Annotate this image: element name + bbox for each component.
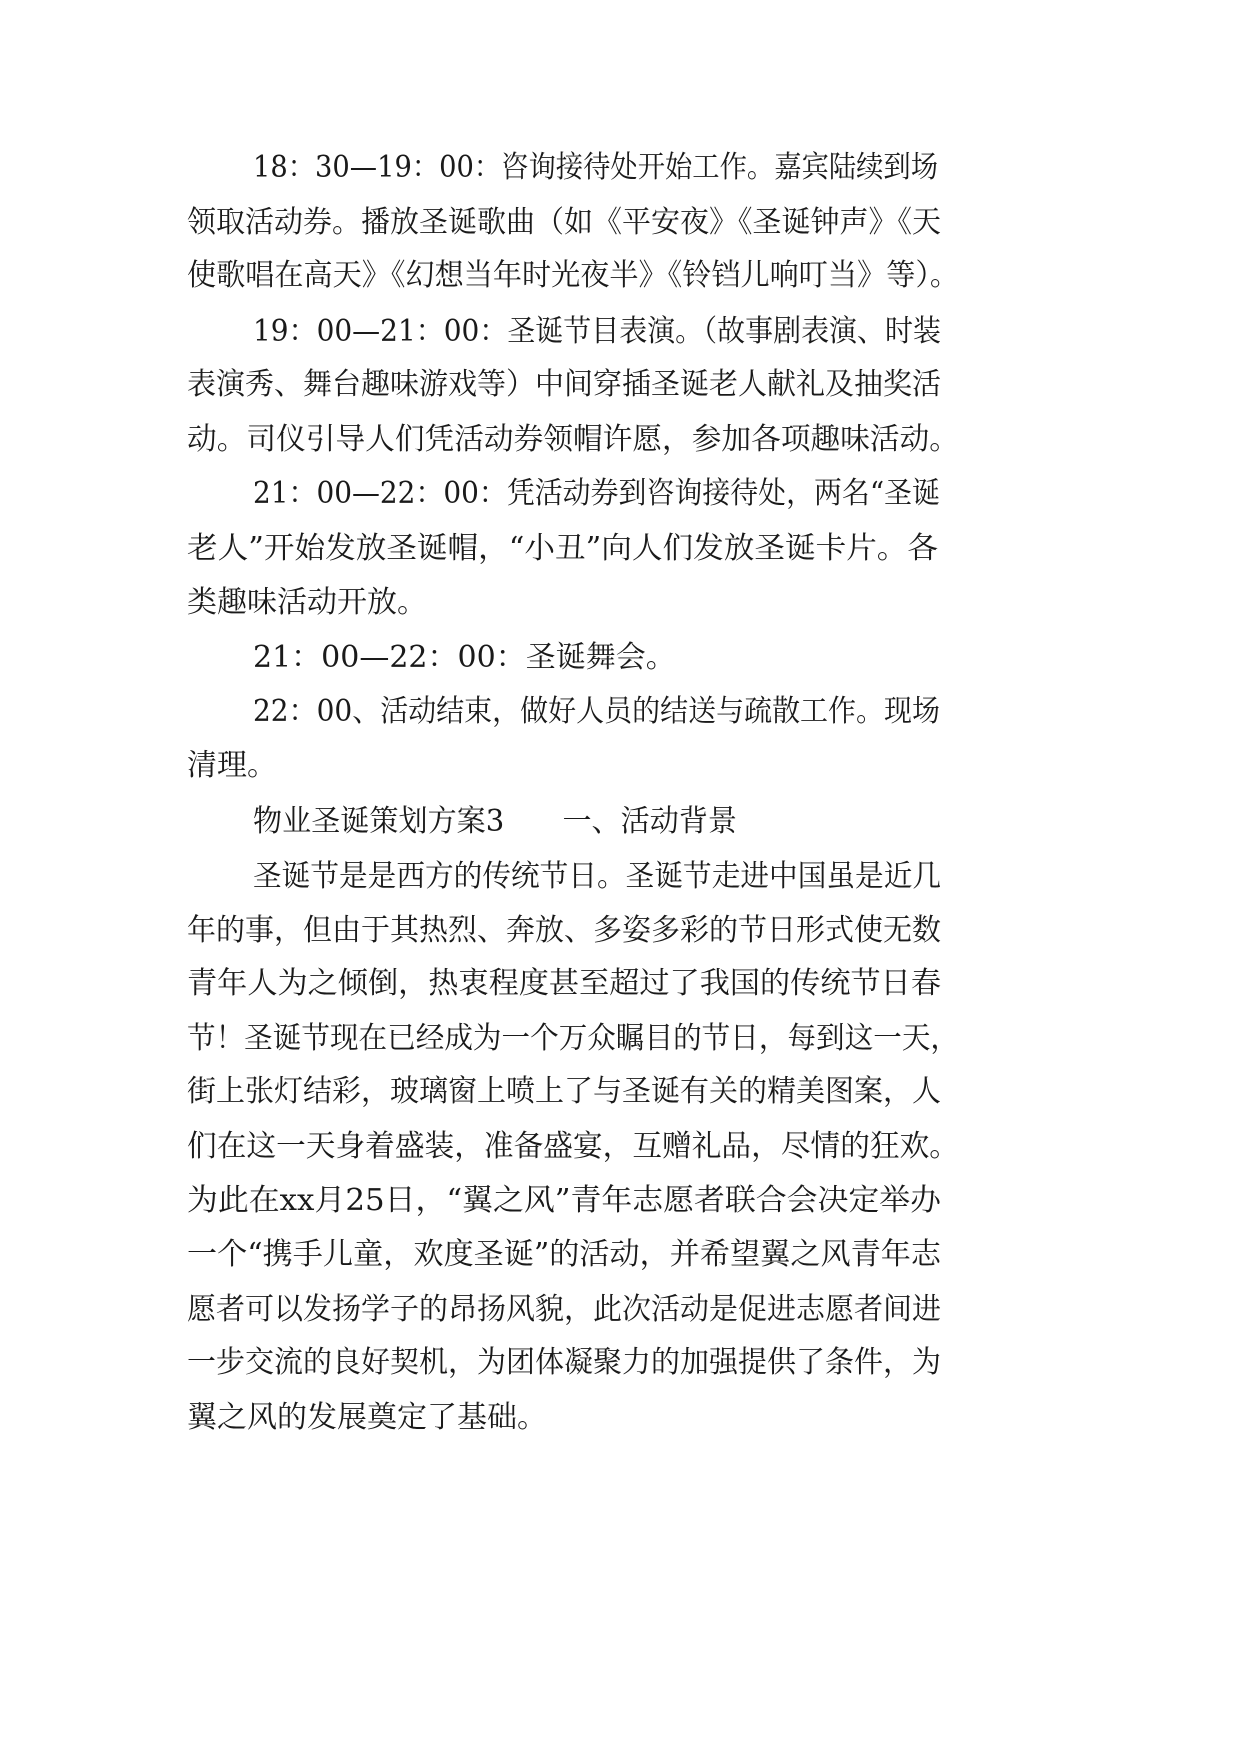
paragraph-line: 一步交流的良好契机，为团体凝聚力的加强提供了条件，为 xyxy=(187,1345,942,1380)
paragraph-line: 一个“携手儿童，欢度圣诞”的活动，并希望翼之风青年志 xyxy=(187,1237,941,1272)
paragraph-line: 节！圣诞节现在已经成为一个万众瞩目的节日，每到这一天， xyxy=(187,1021,960,1056)
paragraph-line: 青年人为之倾倒，热衷程度甚至超过了我国的传统节日春 xyxy=(187,966,941,1001)
paragraph-line: 类趣味活动开放。 xyxy=(187,585,427,620)
paragraph-line: 动。司仪引导人们凭活动券领帽许愿，参加各项趣味活动。 xyxy=(187,422,959,457)
paragraph-line: 21：00—22：00：凭活动券到咨询接待处，两名“圣诞 xyxy=(253,476,940,511)
paragraph-line: 愿者可以发扬学子的昂扬风貌，此次活动是促进志愿者间进 xyxy=(187,1292,942,1327)
paragraph-line: 领取活动券。播放圣诞歌曲（如《平安夜》《圣诞钟声》《天 xyxy=(187,205,942,240)
paragraph-line: 们在这一天身着盛装，准备盛宴，互赠礼品，尽情的狂欢。 xyxy=(187,1129,959,1164)
paragraph-line: 清理。 xyxy=(187,748,277,783)
paragraph-line: 使歌唱在高天》《幻想当年时光夜半》《铃铛儿响叮当》等）。 xyxy=(187,258,960,293)
section-heading: 物业圣诞策划方案3 一、活动背景 xyxy=(253,804,738,839)
paragraph-line: 21：00—22：00：圣诞舞会。 xyxy=(253,640,676,675)
paragraph-line: 翼之风的发展奠定了基础。 xyxy=(187,1400,547,1435)
paragraph-line: 老人”开始发放圣诞帽，“小丑”向人们发放圣诞卡片。各 xyxy=(187,531,939,566)
paragraph-line: 18：30—19：00：咨询接待处开始工作。嘉宾陆续到场 xyxy=(253,150,939,185)
paragraph-line: 19：00—21：00：圣诞节目表演。（故事剧表演、时装 xyxy=(253,314,941,349)
paragraph-line: 为此在xx月25日，“翼之风”青年志愿者联合会决定举办 xyxy=(187,1183,942,1218)
paragraph-line: 年的事，但由于其热烈、奔放、多姿多彩的节日形式使无数 xyxy=(187,913,942,948)
paragraph-line: 圣诞节是是西方的传统节日。圣诞节走进中国虽是近几 xyxy=(253,859,942,894)
paragraph-line: 表演秀、舞台趣味游戏等）中间穿插圣诞老人献礼及抽奖活 xyxy=(187,367,942,402)
paragraph-line: 22：00、活动结束，做好人员的结送与疏散工作。现场 xyxy=(253,694,941,729)
paragraph-line: 街上张灯结彩，玻璃窗上喷上了与圣诞有关的精美图案，人 xyxy=(187,1074,942,1109)
